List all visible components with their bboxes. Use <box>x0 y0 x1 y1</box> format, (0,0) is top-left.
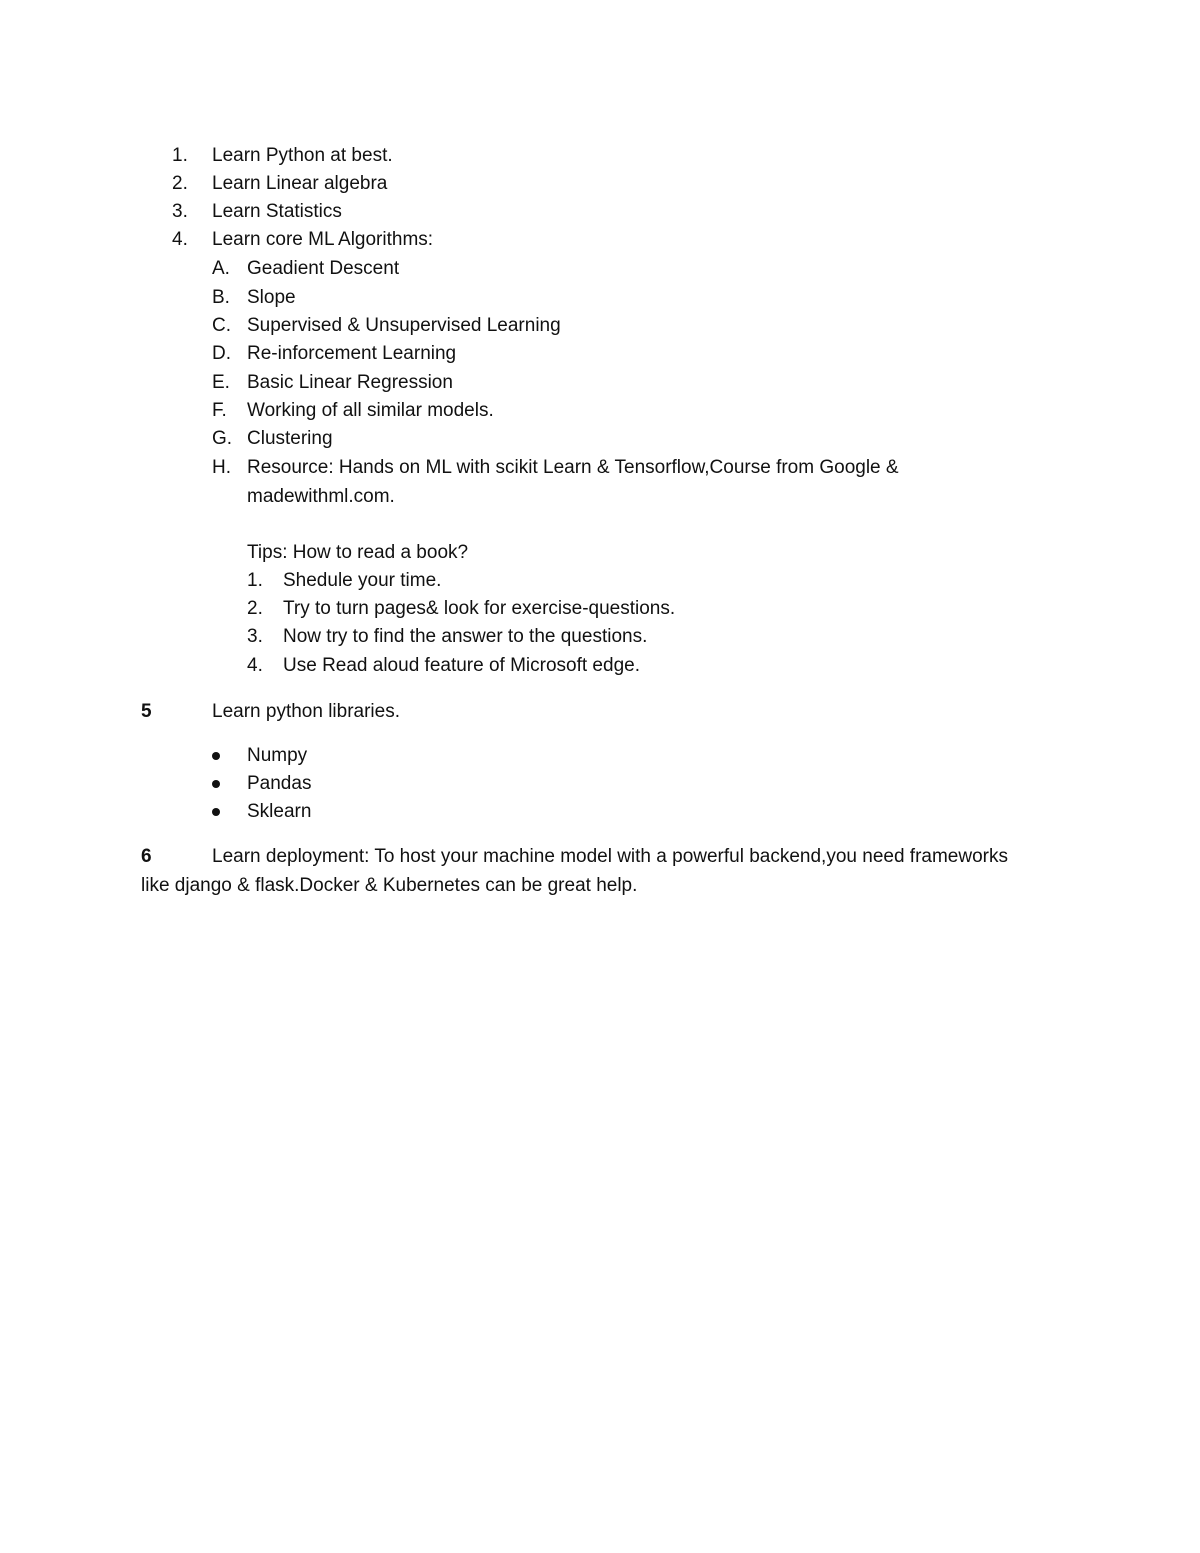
sub-list-item: Resource: Hands on ML with scikit Learn & Tensorflow,Course from Google & <box>247 457 899 478</box>
list-item: Learn Linear algebra <box>212 173 388 194</box>
sub-list-marker: C. <box>212 315 231 336</box>
tips-item: Now try to find the answer to the questions. <box>283 626 648 647</box>
tips-marker: 3. <box>247 626 263 647</box>
section-text-continuation: like django & flask.Docker & Kubernetes can be great help. <box>141 875 638 896</box>
sub-list-marker: D. <box>212 343 231 364</box>
sub-list-item: Geadient Descent <box>247 258 400 279</box>
sub-list-item: Supervised & Unsupervised Learning <box>247 315 561 336</box>
tips-item: Use Read aloud feature of Microsoft edge. <box>283 655 640 676</box>
bullet-item: Numpy <box>247 745 308 766</box>
section-number: 6 <box>141 846 152 867</box>
sub-list-marker: G. <box>212 428 233 449</box>
section-text: Learn deployment: To host your machine model with a powerful backend,you need frameworks <box>212 846 1008 867</box>
list-marker: 2. <box>172 173 188 194</box>
sub-list-marker: F. <box>212 400 227 421</box>
sub-list-marker: E. <box>212 372 230 393</box>
section-number: 5 <box>141 701 152 722</box>
list-marker: 1. <box>172 145 188 166</box>
sub-list-marker: H. <box>212 457 231 478</box>
bullet-icon <box>212 808 220 816</box>
bullet-icon <box>212 780 220 788</box>
list-item: Learn Python at best. <box>212 145 393 166</box>
section-title: Learn python libraries. <box>212 701 400 722</box>
list-marker: 3. <box>172 201 188 222</box>
sub-list-item: Clustering <box>247 428 333 449</box>
bullet-item: Pandas <box>247 773 312 794</box>
sub-list-item: Basic Linear Regression <box>247 372 453 393</box>
sub-list-marker: A. <box>212 258 230 279</box>
list-item: Learn Statistics <box>212 201 342 222</box>
sub-list-item-continuation: madewithml.com. <box>247 486 395 507</box>
sub-list-marker: B. <box>212 287 230 308</box>
bullet-icon <box>212 752 220 760</box>
sub-list-item: Re-inforcement Learning <box>247 343 457 364</box>
list-item: Learn core ML Algorithms: <box>212 229 434 250</box>
tips-heading: Tips: How to read a book? <box>247 542 469 563</box>
tips-item: Try to turn pages& look for exercise-questions. <box>283 598 676 619</box>
tips-item: Shedule your time. <box>283 570 442 591</box>
tips-marker: 1. <box>247 570 263 591</box>
sub-list-item: Working of all similar models. <box>247 400 494 421</box>
tips-marker: 4. <box>247 655 263 676</box>
bullet-item: Sklearn <box>247 801 312 822</box>
tips-marker: 2. <box>247 598 263 619</box>
list-marker: 4. <box>172 229 188 250</box>
sub-list-item: Slope <box>247 287 296 308</box>
